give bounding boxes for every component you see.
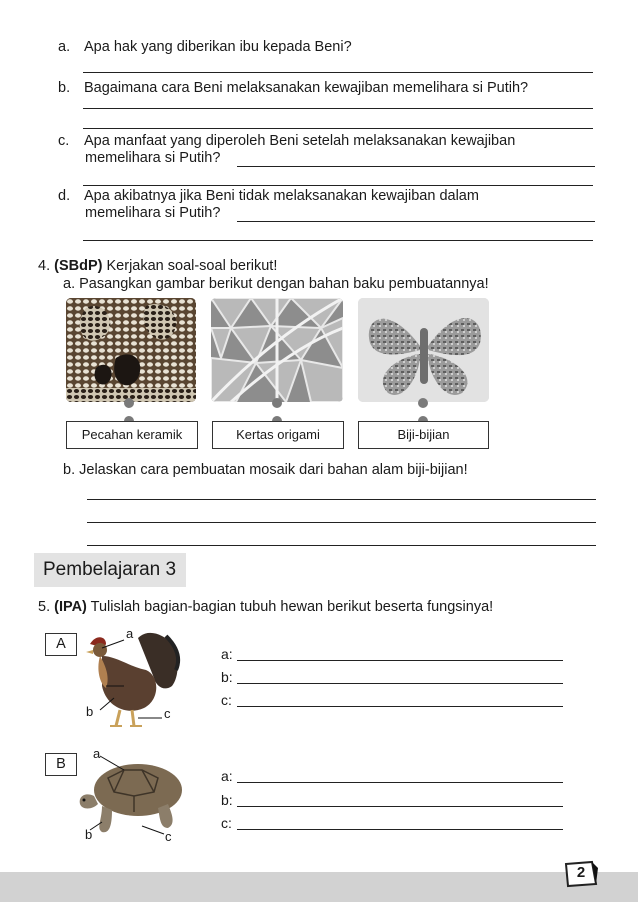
animal-box-b: B <box>45 753 77 776</box>
question-d-cont: memelihara si Putih? <box>85 205 221 221</box>
answer-line[interactable] <box>237 806 563 807</box>
answer-label-c: c: <box>221 815 232 831</box>
question-5: 5. (IPA) Tulislah bagian-bagian tubuh hewan berikut beserta fungsinya! <box>38 599 494 615</box>
origami-butterfly-image <box>358 298 489 402</box>
question-4b: b. Jelaskan cara pembuatan mosaik dari bahan alam biji-bijian! <box>63 462 468 478</box>
answer-line[interactable] <box>87 499 596 500</box>
answer-line[interactable] <box>237 782 563 783</box>
answer-line[interactable] <box>87 522 596 523</box>
answer-label-a: a: <box>221 646 233 662</box>
ceramic-mosaic-image <box>211 298 343 402</box>
answer-line[interactable] <box>237 660 563 661</box>
material-label-3[interactable]: Biji-bijian <box>358 421 489 449</box>
match-dot-top-1[interactable] <box>124 398 134 408</box>
animal-box-a: A <box>45 633 77 656</box>
answer-label-a: a: <box>221 768 233 784</box>
seed-mosaic-image <box>66 298 196 402</box>
match-dot-top-3[interactable] <box>418 398 428 408</box>
question-b: b. Bagaimana cara Beni melaksanakan kewajiban memelihara si Putih? <box>58 80 529 96</box>
part-label-a: a <box>126 626 134 641</box>
material-label-2[interactable]: Kertas origami <box>212 421 344 449</box>
answer-line[interactable] <box>83 72 593 73</box>
part-label-c: c <box>165 829 172 844</box>
question-c-cont: memelihara si Putih? <box>85 150 221 166</box>
answer-line[interactable] <box>87 545 596 546</box>
match-dot-top-2[interactable] <box>272 398 282 408</box>
answer-line[interactable] <box>237 166 595 167</box>
answer-line[interactable] <box>83 185 593 186</box>
part-label-b: b <box>86 704 94 719</box>
answer-line[interactable] <box>83 108 593 109</box>
part-label-b: b <box>85 827 93 842</box>
answer-label-c: c: <box>221 692 232 708</box>
answer-line[interactable] <box>237 683 563 684</box>
answer-line[interactable] <box>237 221 595 222</box>
material-label-1[interactable]: Pecahan keramik <box>66 421 198 449</box>
section-heading: Pembelajaran 3 <box>34 553 186 587</box>
answer-line[interactable] <box>237 829 563 830</box>
page-number-badge <box>562 858 600 890</box>
part-label-c: c <box>164 706 171 721</box>
page-number: 2 <box>576 864 586 881</box>
question-c: c. Apa manfaat yang diperoleh Beni setelah melaksanakan kewajiban <box>58 133 516 149</box>
page-footer-bar <box>0 872 638 902</box>
question-a: a. Apa hak yang diberikan ibu kepada Beni? <box>58 39 352 55</box>
question-4a: a. Pasangkan gambar berikut dengan bahan baku pembuatannya! <box>63 276 489 292</box>
answer-line[interactable] <box>83 240 593 241</box>
question-d: d. Apa akibatnya jika Beni tidak melaksanakan kewajiban dalam <box>58 188 479 204</box>
question-4: 4. (SBdP) Kerjakan soal-soal berikut! <box>38 258 278 274</box>
answer-line[interactable] <box>237 706 563 707</box>
part-label-a: a <box>93 746 101 761</box>
answer-line[interactable] <box>83 128 593 129</box>
answer-label-b: b: <box>221 669 233 685</box>
answer-label-b: b: <box>221 792 233 808</box>
